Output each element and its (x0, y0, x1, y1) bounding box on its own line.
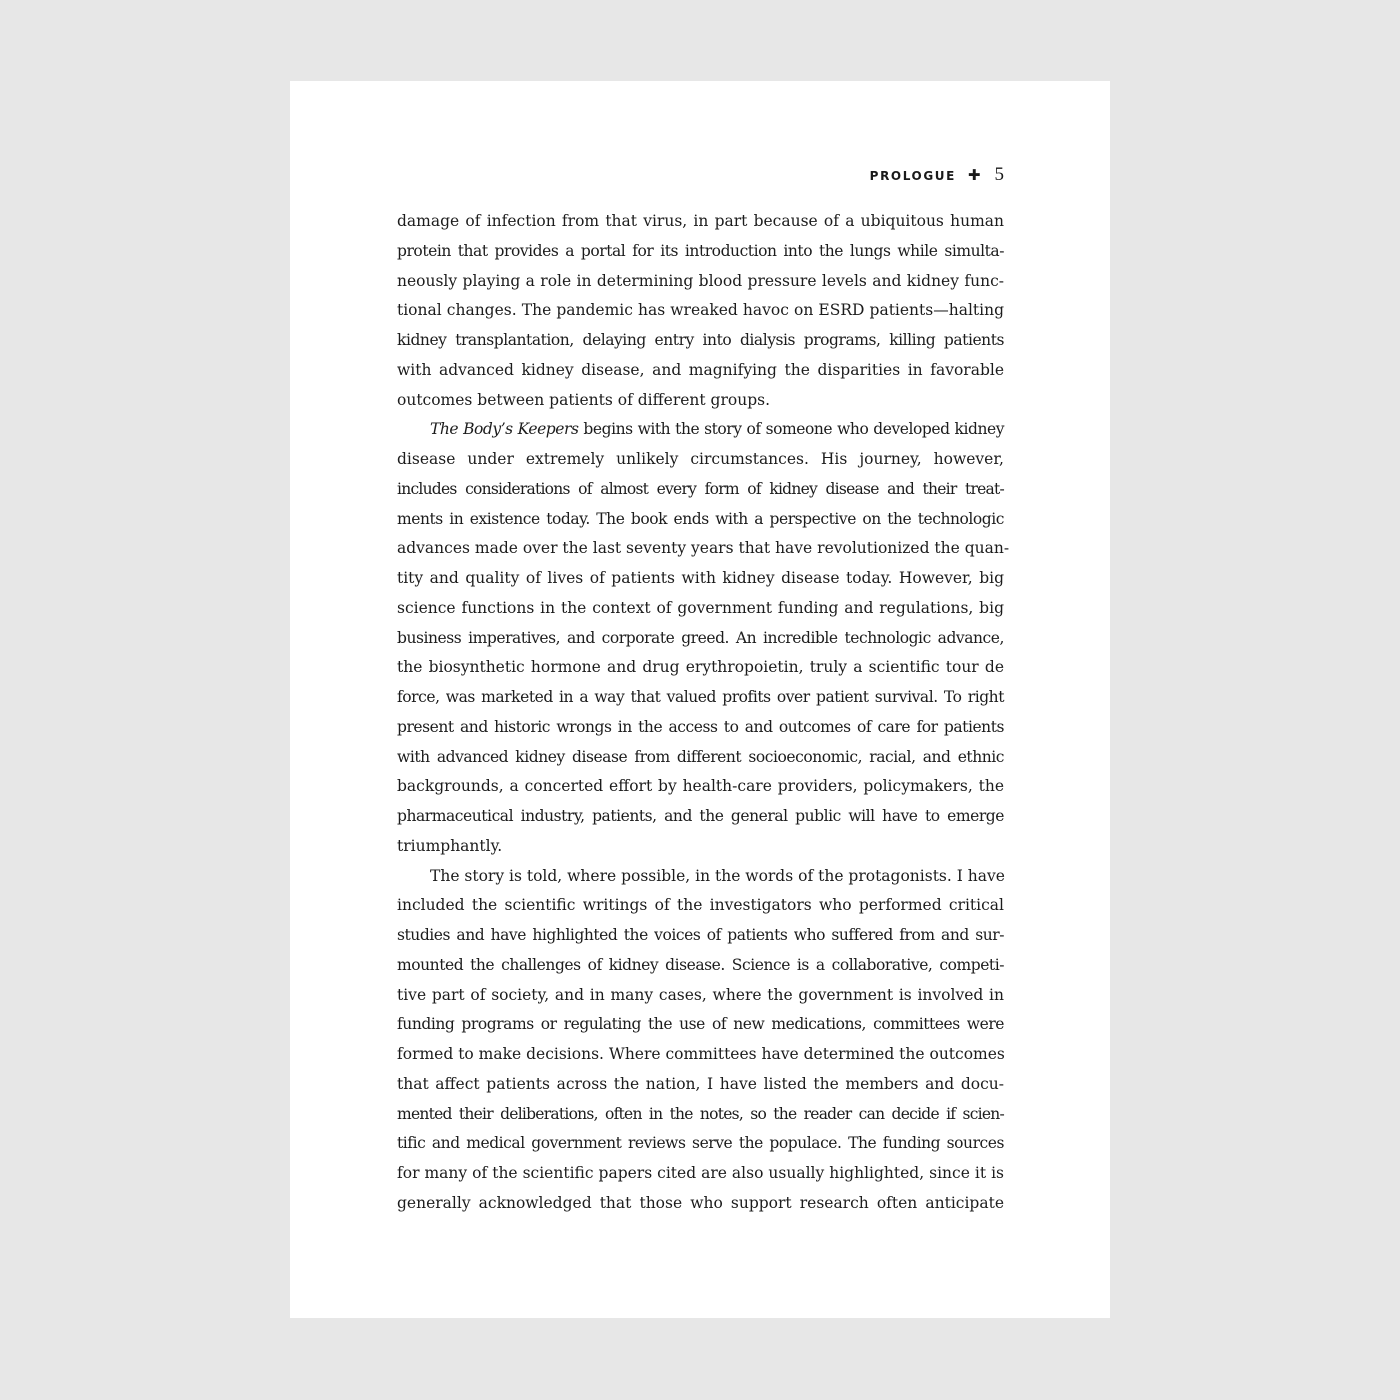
paragraph-1 (397, 207, 1004, 415)
cross-ornament-icon: ✚ (967, 166, 981, 184)
text-line: mounted the challenges of kidney disease. Science is a collaborative, competi- (397, 955, 1004, 974)
paragraph-2 (397, 415, 1010, 861)
text-line: protein that provides a portal for its introduction into the lungs while simulta- (397, 241, 1004, 260)
text-line: the biosynthetic hormone and drug erythropoietin, truly a scientific tour de (397, 658, 1004, 677)
book-title: The Body’s Keepers (430, 420, 579, 439)
text-line: that affect patients across the nation, I have listed the members and docu- (397, 1074, 1004, 1093)
text-run: begins with the story of someone who developed kidney (578, 420, 1005, 439)
text-line: ments in existence today. The book ends with a perspective on the technologic (397, 509, 1004, 528)
text-line: tific and medical government reviews serve the populace. The funding sources (397, 1134, 1004, 1153)
page-number: 5 (994, 164, 1004, 185)
section-title: PROLOGUE (869, 169, 956, 183)
text-line: force, was marketed in a way that valued profits over patient survival. To right (397, 688, 1004, 706)
text-line: backgrounds, a concerted effort by health-care providers, policymakers, the (397, 777, 1004, 796)
text-line: business imperatives, and corporate greed. An incredible technologic advance, (397, 628, 1004, 647)
text-line: damage of infection from that virus, in part because of a ubiquitous human (397, 212, 1004, 230)
paragraph-3 (397, 862, 1004, 1219)
text-line: included the scientific writings of the investigators who performed critical (397, 896, 1004, 915)
text-line: outcomes between patients of different groups. (397, 390, 770, 409)
text-line: formed to make decisions. Where committees have determined the outcomes (397, 1045, 1005, 1063)
text-line: studies and have highlighted the voices of patients who suffered from and sur- (397, 926, 1004, 944)
text-line: with advanced kidney disease, and magnifying the disparities in favorable (397, 360, 1004, 379)
text-line: kidney transplantation, delaying entry into dialysis programs, killing patients (397, 331, 1004, 349)
text-line (397, 415, 1004, 445)
text-line: tive part of society, and in many cases, where the government is involved in (397, 985, 1004, 1004)
text-line: The story is told, where possible, in the words of the protagonists. I have (430, 866, 1005, 885)
text-line: present and historic wrongs in the access to and outcomes of care for patients (397, 717, 1004, 736)
text-line: includes considerations of almost every form of kidney disease and their treat- (397, 479, 1004, 498)
running-head (870, 164, 1004, 186)
text-line: triumphantly. (397, 836, 503, 855)
body-text (397, 207, 1010, 1219)
text-line: pharmaceutical industry, patients, and the general public will have to emerge (397, 807, 1004, 825)
text-line: generally acknowledged that those who support research often anticipate (397, 1193, 1004, 1212)
text-line: tional changes. The pandemic has wreaked havoc on ESRD patients—halting (397, 301, 1004, 320)
text-line: for many of the scientific papers cited are also usually highlighted, since it is (397, 1164, 1004, 1182)
text-line: advances made over the last seventy years that have revolutionized the quan- (397, 539, 1010, 558)
text-line: neously playing a role in determining blood pressure levels and kidney func- (397, 271, 1004, 290)
text-line: tity and quality of lives of patients with kidney disease today. However, big (397, 569, 1004, 587)
text-line: disease under extremely unlikely circumstances. His journey, however, (397, 450, 1004, 468)
text-line: mented their deliberations, often in the notes, so the reader can decide if scien- (397, 1104, 1004, 1123)
text-line: with advanced kidney disease from different socioeconomic, racial, and ethnic (397, 747, 1004, 766)
text-line: science functions in the context of government funding and regulations, big (397, 598, 1004, 617)
text-line: funding programs or regulating the use of new medications, committees were (397, 1015, 1004, 1034)
